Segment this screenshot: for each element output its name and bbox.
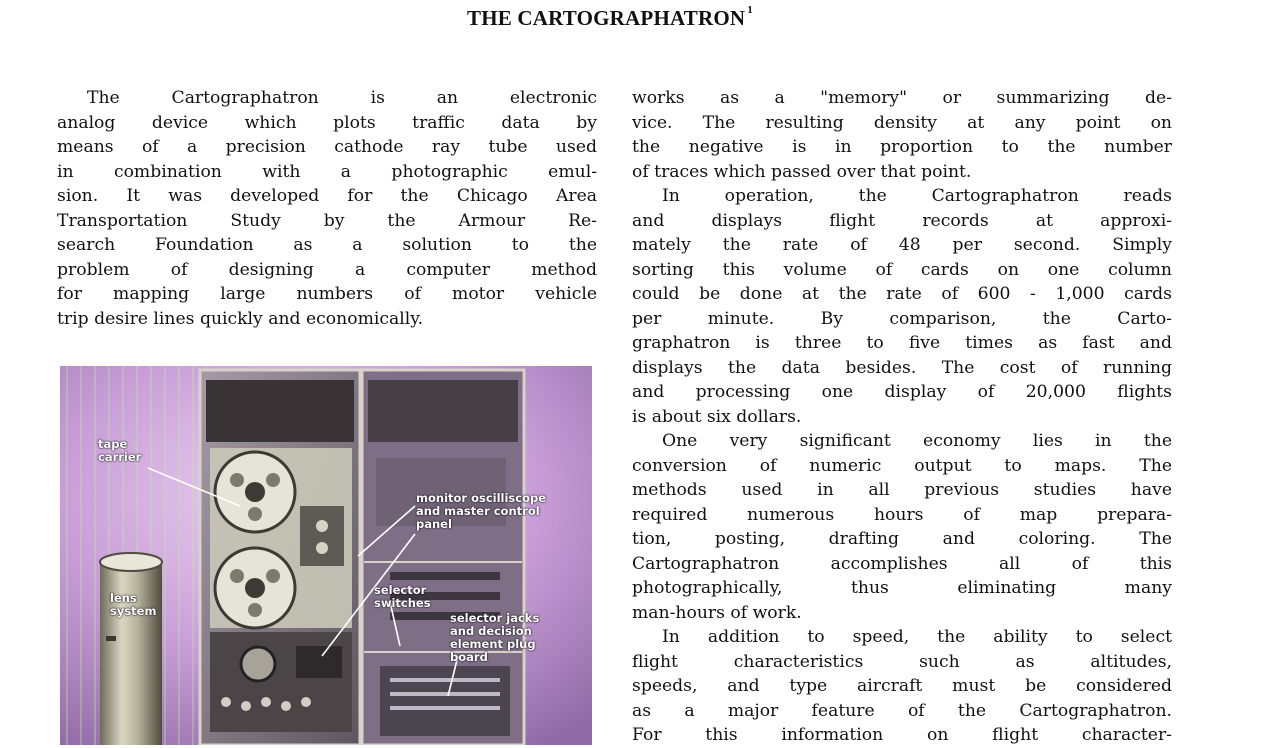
paragraph-line: and displays flight records at approxi-: [632, 210, 1172, 231]
paragraph-line: of traces which passed over that point.: [632, 161, 972, 182]
paragraph-line: is about six dollars.: [632, 406, 802, 427]
paragraph-line: graphatron is three to five times as fast and: [632, 333, 1172, 353]
label-lens-system: lens system: [110, 591, 157, 618]
title-footnote-marker: 1: [747, 4, 753, 16]
paragraph-line: Transportation Study by the Armour Re-: [57, 210, 597, 231]
oscilloscope-screen: [241, 647, 275, 681]
paragraph-line: In operation, the Cartographatron reads: [662, 186, 1172, 206]
paragraph-line: In addition to speed, the ability to select: [662, 627, 1172, 647]
left-text-column: [57, 86, 597, 331]
paragraph-line: vice. The resulting density at any point on: [632, 112, 1172, 133]
paragraph-line: tion, posting, drafting and coloring. The: [632, 529, 1172, 549]
paragraph-line: analog device which plots traffic data by: [57, 112, 597, 133]
lower-tape-reel: [215, 548, 295, 628]
paragraph-line: photographically, thus eliminating many: [632, 578, 1172, 598]
right-text-column: [632, 86, 1172, 748]
label-monitor-oscilloscope: monitor oscilliscope and master control panel: [416, 491, 547, 531]
paragraph-line: for mapping large numbers of motor vehicle: [57, 284, 597, 304]
paragraph-line: search Foundation as a solution to the: [57, 235, 597, 255]
paragraph-line: speeds, and type aircraft must be considered: [632, 676, 1172, 696]
paragraph-line: per minute. By comparison, the Carto-: [632, 308, 1172, 329]
paragraph-line: man-hours of work.: [632, 602, 802, 623]
plug-board: [380, 666, 510, 736]
paragraph-line: problem of designing a computer method: [57, 259, 597, 280]
paragraph-line: mately the rate of 48 per second. Simply: [632, 235, 1172, 255]
paragraph-line: in combination with a photographic emul-: [57, 161, 597, 182]
paragraph-line: as a major feature of the Cartographatron.: [632, 700, 1172, 721]
paragraph-line: The Cartographatron is an electronic: [87, 88, 597, 108]
paragraph-line: works as a "memory" or summarizing de-: [632, 88, 1172, 108]
paragraph-line: trip desire lines quickly and economically.: [57, 308, 424, 329]
paragraph-line: means of a precision cathode ray tube used: [57, 137, 597, 157]
machine-illustration: [60, 366, 592, 745]
paragraph-line: sorting this volume of cards on one column: [632, 259, 1172, 280]
paragraph-line: flight characteristics such as altitudes,: [632, 651, 1172, 672]
label-selector-switches: selector switches: [374, 583, 431, 610]
paragraph-line: displays the data besides. The cost of running: [632, 357, 1172, 378]
cartographatron-photo: [60, 366, 592, 745]
paragraph-line: and processing one display of 20,000 flights: [632, 382, 1172, 402]
paragraph-line: One very significant economy lies in the: [662, 431, 1172, 451]
paragraph-line: the negative is in proportion to the number: [632, 137, 1172, 157]
paragraph-line: conversion of numeric output to maps. The: [632, 455, 1172, 476]
label-tape-carrier: tape carrier: [98, 437, 142, 464]
paragraph-line: For this information on flight character-: [632, 725, 1172, 745]
paragraph-line: Cartographatron accomplishes all of this: [632, 553, 1172, 574]
page-title: [0, 6, 1220, 31]
paragraph-line: sion. It was developed for the Chicago Area: [57, 186, 597, 206]
paragraph-line: required numerous hours of map prepara-: [632, 504, 1172, 525]
label-selector-jacks: selector jacks and decision element plug board: [450, 611, 540, 664]
lens-cylinder: [100, 553, 162, 745]
upper-tape-reel: [215, 452, 295, 532]
title-text: THE CARTOGRAPHATRON: [467, 6, 746, 30]
paragraph-line: could be done at the rate of 600 - 1,000 cards: [632, 284, 1172, 304]
paragraph-line: methods used in all previous studies have: [632, 480, 1172, 500]
